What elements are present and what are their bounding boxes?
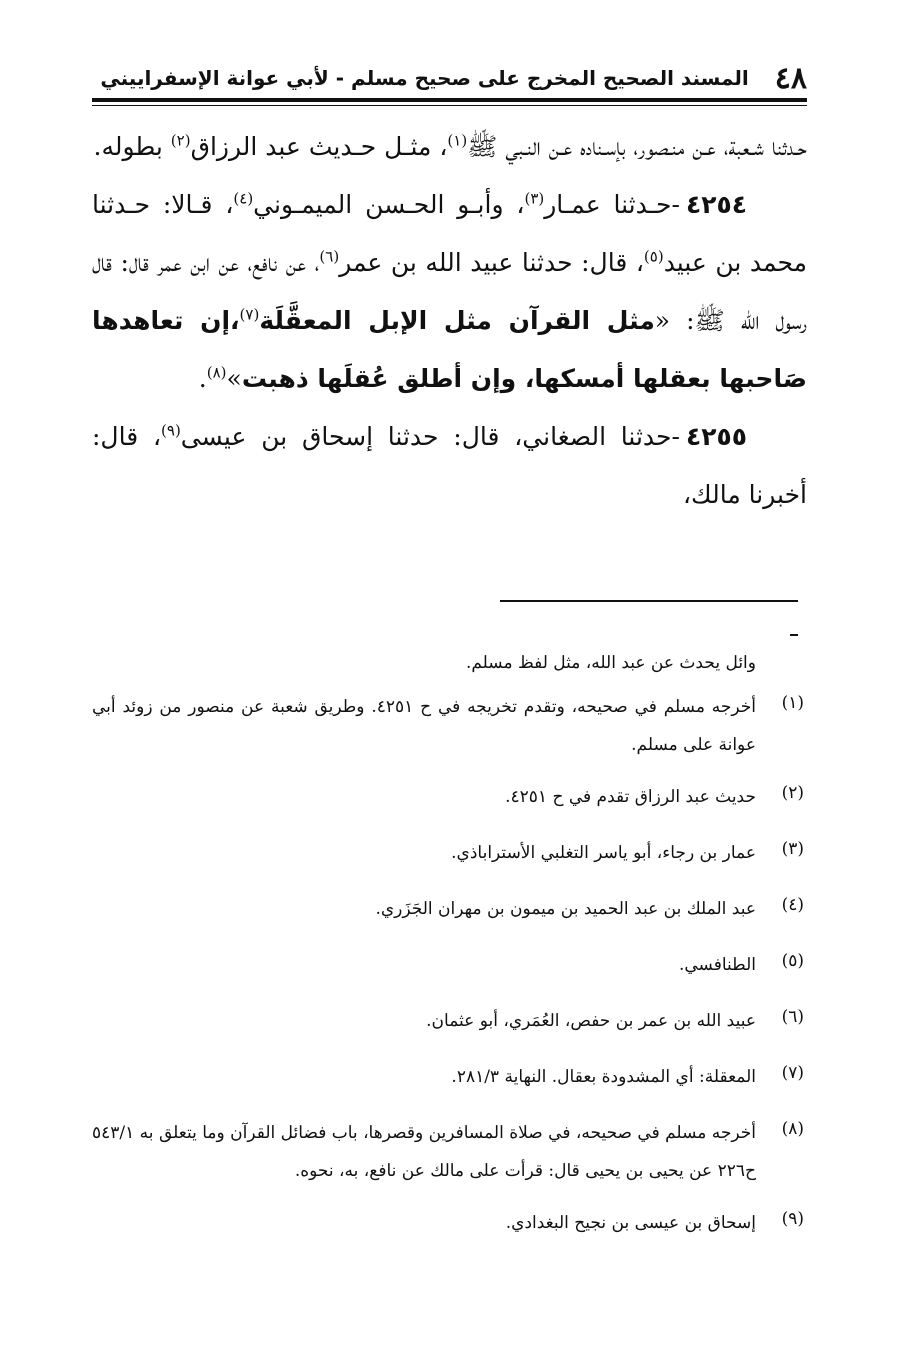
text-run: ، قال: حدثنا عبيد الله بن عمر xyxy=(339,248,644,277)
page-number: ٤٨ xyxy=(774,60,807,96)
footnote-ref-8[interactable]: (٨) xyxy=(206,363,227,382)
text-run: -حـدثنا عمـار xyxy=(544,190,680,219)
footnote-ref-2[interactable]: (٢) xyxy=(170,131,191,150)
paragraph-hadith-4255 xyxy=(92,408,807,524)
footnote-text: عمار بن رجاء، أبو ياسر التغلبي الأستراباذي. xyxy=(451,843,756,863)
footnote-divider xyxy=(500,600,798,602)
footnote-ref-5[interactable]: (٥) xyxy=(643,247,664,266)
footnote-ref-1[interactable]: (١) xyxy=(447,131,468,150)
footnote-item xyxy=(92,1002,804,1040)
footnote-marker: (٧) xyxy=(781,1063,804,1083)
footnote-marker: (٩) xyxy=(781,1209,804,1229)
footnote-text: عبد الملك بن عبد الحميد بن ميمون بن مهران الجَزَري. xyxy=(375,899,756,919)
footnote-item xyxy=(92,890,804,928)
footnote-item xyxy=(92,778,804,816)
text-run: بطوله. xyxy=(93,132,171,161)
footnote-marker: (٨) xyxy=(781,1119,804,1139)
footnote-text: أخرجه مسلم في صحيحه، في صلاة المسافرين وقصرها، باب فضائل القرآن وما يتعلق به ٥٤٣/١ ح٢٢٦ عن يحيى بن يحيى قال: قرأت على مالك عن نافع، به، نحوه. xyxy=(92,1123,756,1181)
header-rule-thin xyxy=(92,105,807,106)
footnote-text: عبيد الله بن عمر بن حفص، العُمَري، أبو عثمان. xyxy=(426,1011,756,1031)
footnote-marker: (٣) xyxy=(781,839,804,859)
hadith-quote: مثل القرآن مثل الإبل المعقَّلَة xyxy=(259,306,655,335)
footnote-item xyxy=(92,688,804,764)
hadith-number: ٤٢٥٥ xyxy=(685,422,747,451)
footnote-text: أخرجه مسلم في صحيحه، وتقدم تخريجه في ح ٤٢٥١. وطريق شعبة عن منصور من زوئد أبي عوانة على مسلم. xyxy=(92,697,756,755)
hadith-quote: ،إن تعاهدها صَاحبها بعقلها أمسكها، وإن أطلق عُقلَها ذهبت xyxy=(92,306,807,393)
footnote-ref-6[interactable]: (٦) xyxy=(319,247,340,266)
footnote-ref-7[interactable]: (٧) xyxy=(239,305,260,324)
footnotes-section xyxy=(92,648,804,1260)
footnote-text: حديث عبد الرزاق تقدم في ح ٤٢٥١. xyxy=(505,787,756,807)
footnote-marker: (٢) xyxy=(781,783,804,803)
paragraph-1 xyxy=(92,118,807,176)
text-run: . xyxy=(198,364,207,393)
footnote-item xyxy=(92,1114,804,1190)
footnote-ref-3[interactable]: (٣) xyxy=(524,189,545,208)
text-run: -حدثنا الصغاني، قال: حدثنا إسحاق بن عيسى xyxy=(180,422,680,451)
page-header xyxy=(92,58,807,98)
footnote-ref-4[interactable]: (٤) xyxy=(233,189,254,208)
main-text xyxy=(92,118,807,524)
footnote-continuation: وائل يحدث عن عبد الله، مثل لفظ مسلم. xyxy=(465,653,756,673)
footnote-marker: (١) xyxy=(781,693,804,713)
text-run: ، مثـل حـديث عبد الرزاق xyxy=(190,132,448,161)
footnote-marker: (٥) xyxy=(781,951,804,971)
footnote-item xyxy=(92,834,804,872)
header-rule-thick xyxy=(92,98,807,102)
footnote-continuation-mark xyxy=(790,634,798,636)
hadith-number: ٤٢٥٤ xyxy=(685,190,747,219)
footnote-marker: (٤) xyxy=(781,895,804,915)
text-run: ، قـالا: حـدثنا محمد بن عبيد xyxy=(92,190,807,277)
footnote-text: المعقلة: أي المشدودة بعقال. النهاية ٢٨١/٣. xyxy=(451,1067,756,1087)
text-run: ، قال: أخبرنا مالك، xyxy=(92,422,807,509)
footnote-text: الطنافسي. xyxy=(678,955,756,975)
text-run: » xyxy=(226,364,242,393)
running-title: المسند الصحيح المخرج على صحيح مسلم - لأبي عوانة الإسفراييني xyxy=(100,66,749,90)
footnote-item xyxy=(92,1058,804,1096)
text-run: حـدثنا شـعبة، عـن منـصور، بإسـناده عـن النـبي ﷺ xyxy=(467,132,807,161)
text-run: ، عن نافع، عن ابن عمر قال: قال رسول الله ﷺ: « xyxy=(92,248,807,335)
paragraph-hadith-4254 xyxy=(92,176,807,408)
footnote-text: إسحاق بن عيسى بن نجيح البغدادي. xyxy=(505,1213,756,1233)
footnote-item xyxy=(92,946,804,984)
text-run: ، وأبـو الحـسن الميمـوني xyxy=(253,190,525,219)
footnote-ref-9[interactable]: (٩) xyxy=(161,421,181,440)
footnote-marker: (٦) xyxy=(781,1007,804,1027)
footnote-item xyxy=(92,1204,804,1242)
